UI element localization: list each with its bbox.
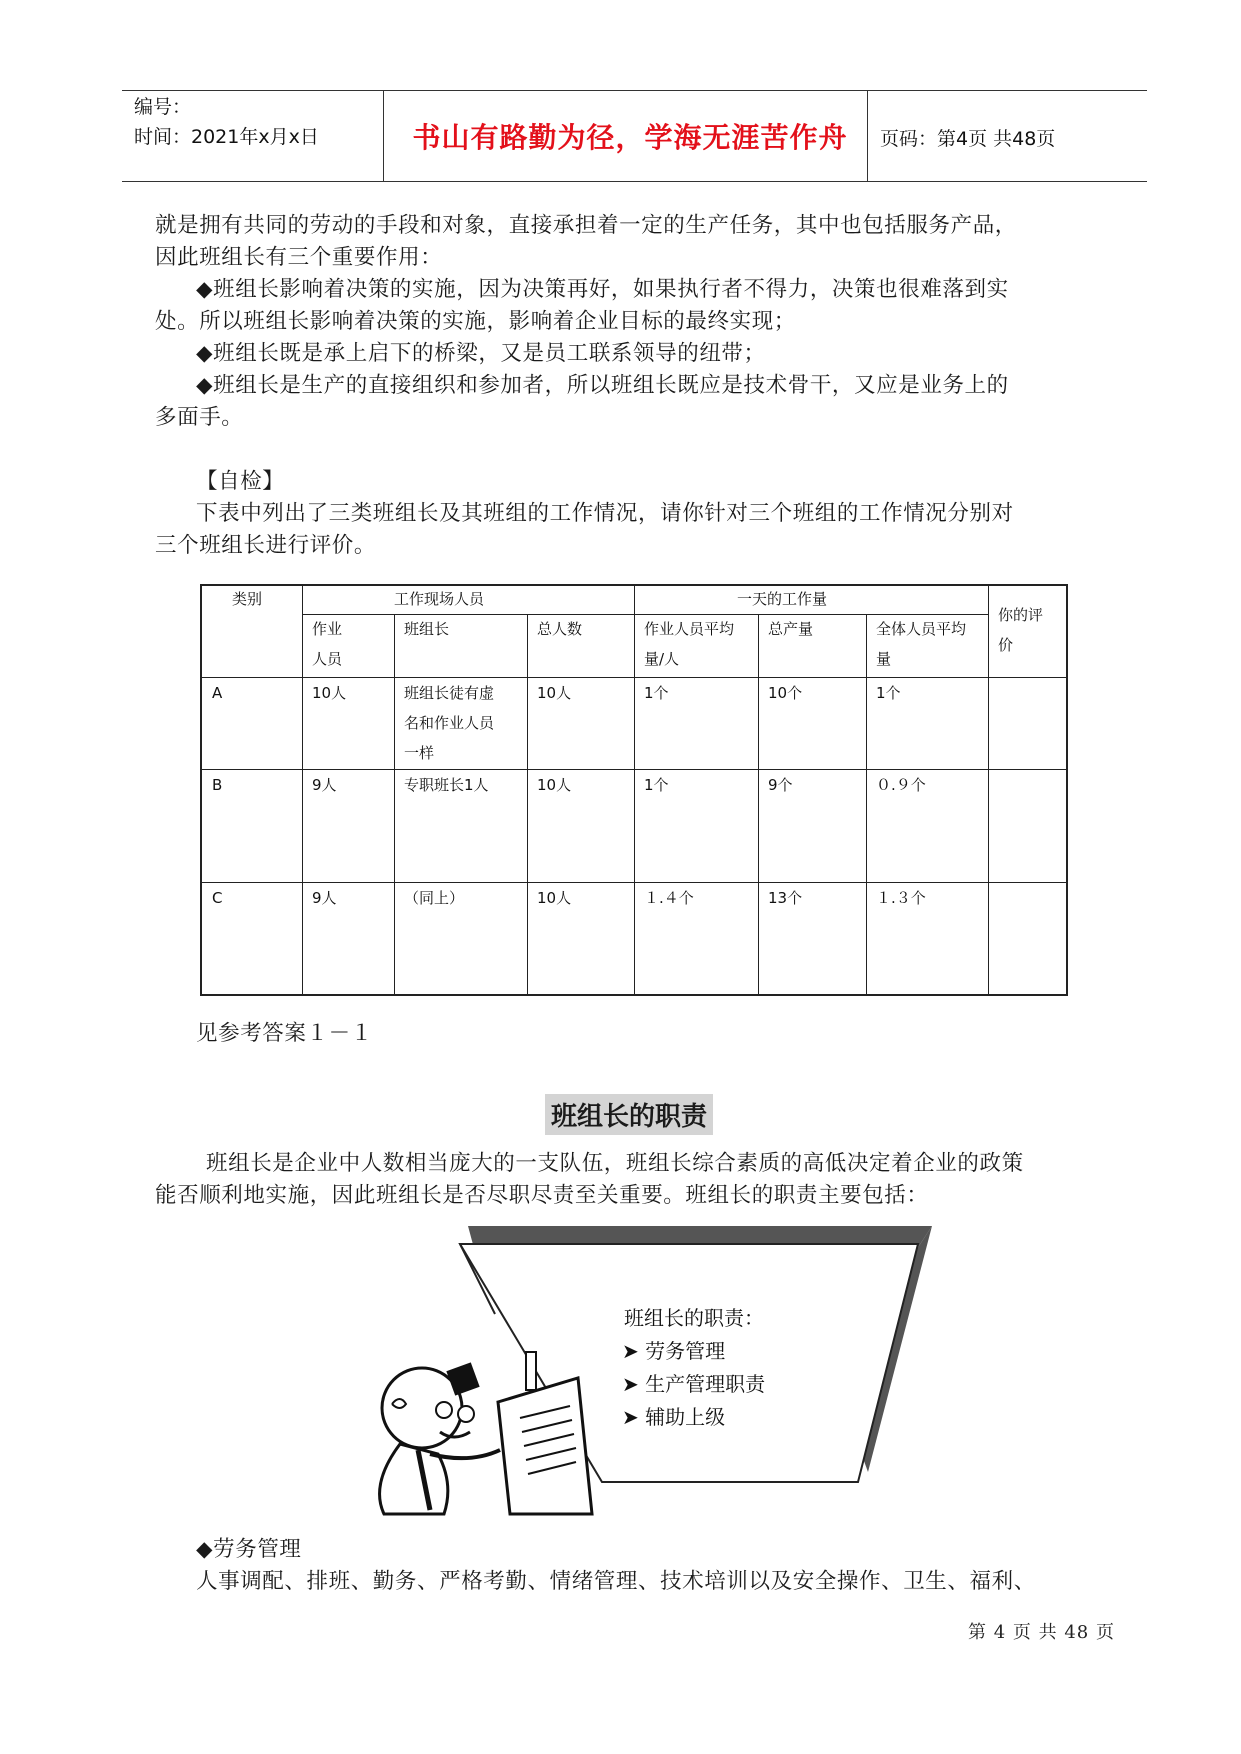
bullet-line: 处。所以班组长影响着决策的实施，影响着企业目标的最终实现； (155, 309, 796, 334)
table-cell-avg-worker: 1个 (644, 684, 669, 702)
section-title: 班组长的职责 (545, 1094, 713, 1135)
table-rule (527, 614, 528, 994)
table-subheader-avg-all (876, 614, 966, 674)
illustration-item-label: 劳务管理 (645, 1339, 726, 1363)
clipboard-icon (498, 1378, 592, 1514)
table-cell-category: A (212, 684, 223, 702)
table-cell-total: 10人 (537, 776, 572, 794)
table-subheader-line: 人员 (312, 650, 343, 668)
labor-heading: ◆劳务管理 (196, 1537, 302, 1562)
header-top-rule (122, 90, 1147, 91)
table-subheader-workers (312, 614, 342, 674)
illustration-heading: 班组长的职责： (624, 1306, 764, 1330)
header-meta (134, 92, 319, 152)
bullet-line: 多面手。 (155, 405, 244, 430)
intro-line: 三个班组长进行评价。 (155, 533, 377, 558)
header-motto: 书山有路勤为径，学海无涯苦作舟 (412, 121, 848, 154)
table-cell-avg-all: 1个 (876, 684, 901, 702)
illustration-item (622, 1335, 725, 1368)
bullet-line: ◆班组长既是承上启下的桥梁，又是员工联系领导的纽带； (196, 341, 766, 366)
paragraph-line: 就是拥有共同的劳动的手段和对象，直接承担着一定的生产任务，其中也包括服务产品， (155, 213, 1017, 238)
table-cell-leader: 专职班长1人 (404, 776, 489, 794)
table-cell-output: 10个 (768, 684, 803, 702)
table-rule (866, 614, 867, 994)
table-cell-avg-all: １.３个 (876, 889, 926, 907)
table-rule (634, 586, 635, 994)
table-cell-line: 名和作业人员 (404, 714, 495, 732)
table-cell-workers: 9人 (312, 776, 337, 794)
header-bottom-rule (122, 181, 1147, 182)
header-time-label: 时间：2021年x月x日 (134, 126, 319, 148)
table-header-eval (998, 600, 1043, 660)
intro-line: 下表中列出了三类班组长及其班组的工作情况，请你针对三个班组的工作情况分别对 (196, 501, 1014, 526)
table-subheader-leader: 班组长 (404, 620, 450, 638)
header-number-label: 编号： (134, 96, 192, 118)
labor-line: 人事调配、排班、勤务、严格考勤、情绪管理、技术培训以及安全操作、卫生、福利、 (196, 1569, 1036, 1594)
table-cell-avg-worker: １.４个 (644, 889, 694, 907)
bullet-line: ◆班组长是生产的直接组织和参加者，所以班组长既应是技术骨干，又应是业务上的 (196, 373, 1009, 398)
table-subheader-line: 全体人员平均 (876, 620, 967, 638)
evaluation-table (200, 584, 1068, 996)
table-rule (988, 586, 989, 994)
bullet-line: ◆班组长影响着决策的实施，因为决策再好，如果执行者不得力，决策也很难落到实 (196, 277, 1009, 302)
table-cell-leader (404, 678, 494, 768)
table-cell-total: 10人 (537, 889, 572, 907)
table-subheader-line: 量/人 (644, 650, 680, 668)
table-cell-total: 10人 (537, 684, 572, 702)
table-subheader-avg-worker (644, 614, 734, 674)
illustration-item-label: 生产管理职责 (645, 1372, 766, 1396)
header-page-label: 页码：第4页 共48页 (880, 128, 1056, 150)
table-rule (758, 614, 759, 994)
chevron-right-icon: ➤ (622, 1372, 639, 1396)
table-header-eval-line: 你的评 (998, 606, 1044, 624)
table-subheader-line: 作业 (312, 620, 343, 638)
table-subheader-line: 量 (876, 650, 892, 668)
section-body-line: 能否顺利地实施，因此班组长是否尽职尽责至关重要。班组长的职责主要包括： (155, 1183, 929, 1208)
table-subheader-total: 总人数 (537, 620, 583, 638)
table-subheader-output: 总产量 (768, 620, 814, 638)
table-subheader-line: 作业人员平均 (644, 620, 735, 638)
table-header-category: 类别 (232, 590, 263, 608)
table-cell-avg-all: ０.９个 (876, 776, 926, 794)
table-header-onsite: 工作现场人员 (394, 590, 485, 608)
answer-reference: 见参考答案１－１ (196, 1021, 373, 1046)
table-cell-avg-worker: 1个 (644, 776, 669, 794)
pencil-icon (526, 1352, 536, 1390)
table-cell-output: 9个 (768, 776, 793, 794)
section-body-line: 班组长是企业中人数相当庞大的一支队伍，班组长综合素质的高低决定着企业的政策 (206, 1151, 1024, 1176)
chevron-right-icon: ➤ (622, 1339, 639, 1363)
table-cell-workers: 9人 (312, 889, 337, 907)
table-header-workload: 一天的工作量 (737, 590, 828, 608)
table-rule (302, 586, 303, 994)
table-cell-output: 13个 (768, 889, 803, 907)
table-cell-leader: （同上） (404, 889, 465, 907)
illustration-item (622, 1368, 765, 1401)
header-divider-1 (383, 90, 384, 182)
table-cell-category: B (212, 776, 223, 794)
illustration-item (622, 1401, 725, 1434)
paragraph-line: 因此班组长有三个重要作用： (155, 245, 443, 270)
footer-page-number: 第 4 页 共 48 页 (968, 1622, 1115, 1643)
table-cell-workers: 10人 (312, 684, 347, 702)
illustration-item-label: 辅助上级 (645, 1405, 726, 1429)
selfcheck-heading: 【自检】 (196, 469, 285, 494)
table-cell-line: 班组长徒有虚 (404, 684, 495, 702)
table-cell-category: C (212, 889, 223, 907)
table-cell-line: 一样 (404, 744, 435, 762)
chevron-right-icon: ➤ (622, 1405, 639, 1429)
table-rule (394, 614, 395, 994)
table-header-eval-line: 价 (998, 636, 1014, 654)
